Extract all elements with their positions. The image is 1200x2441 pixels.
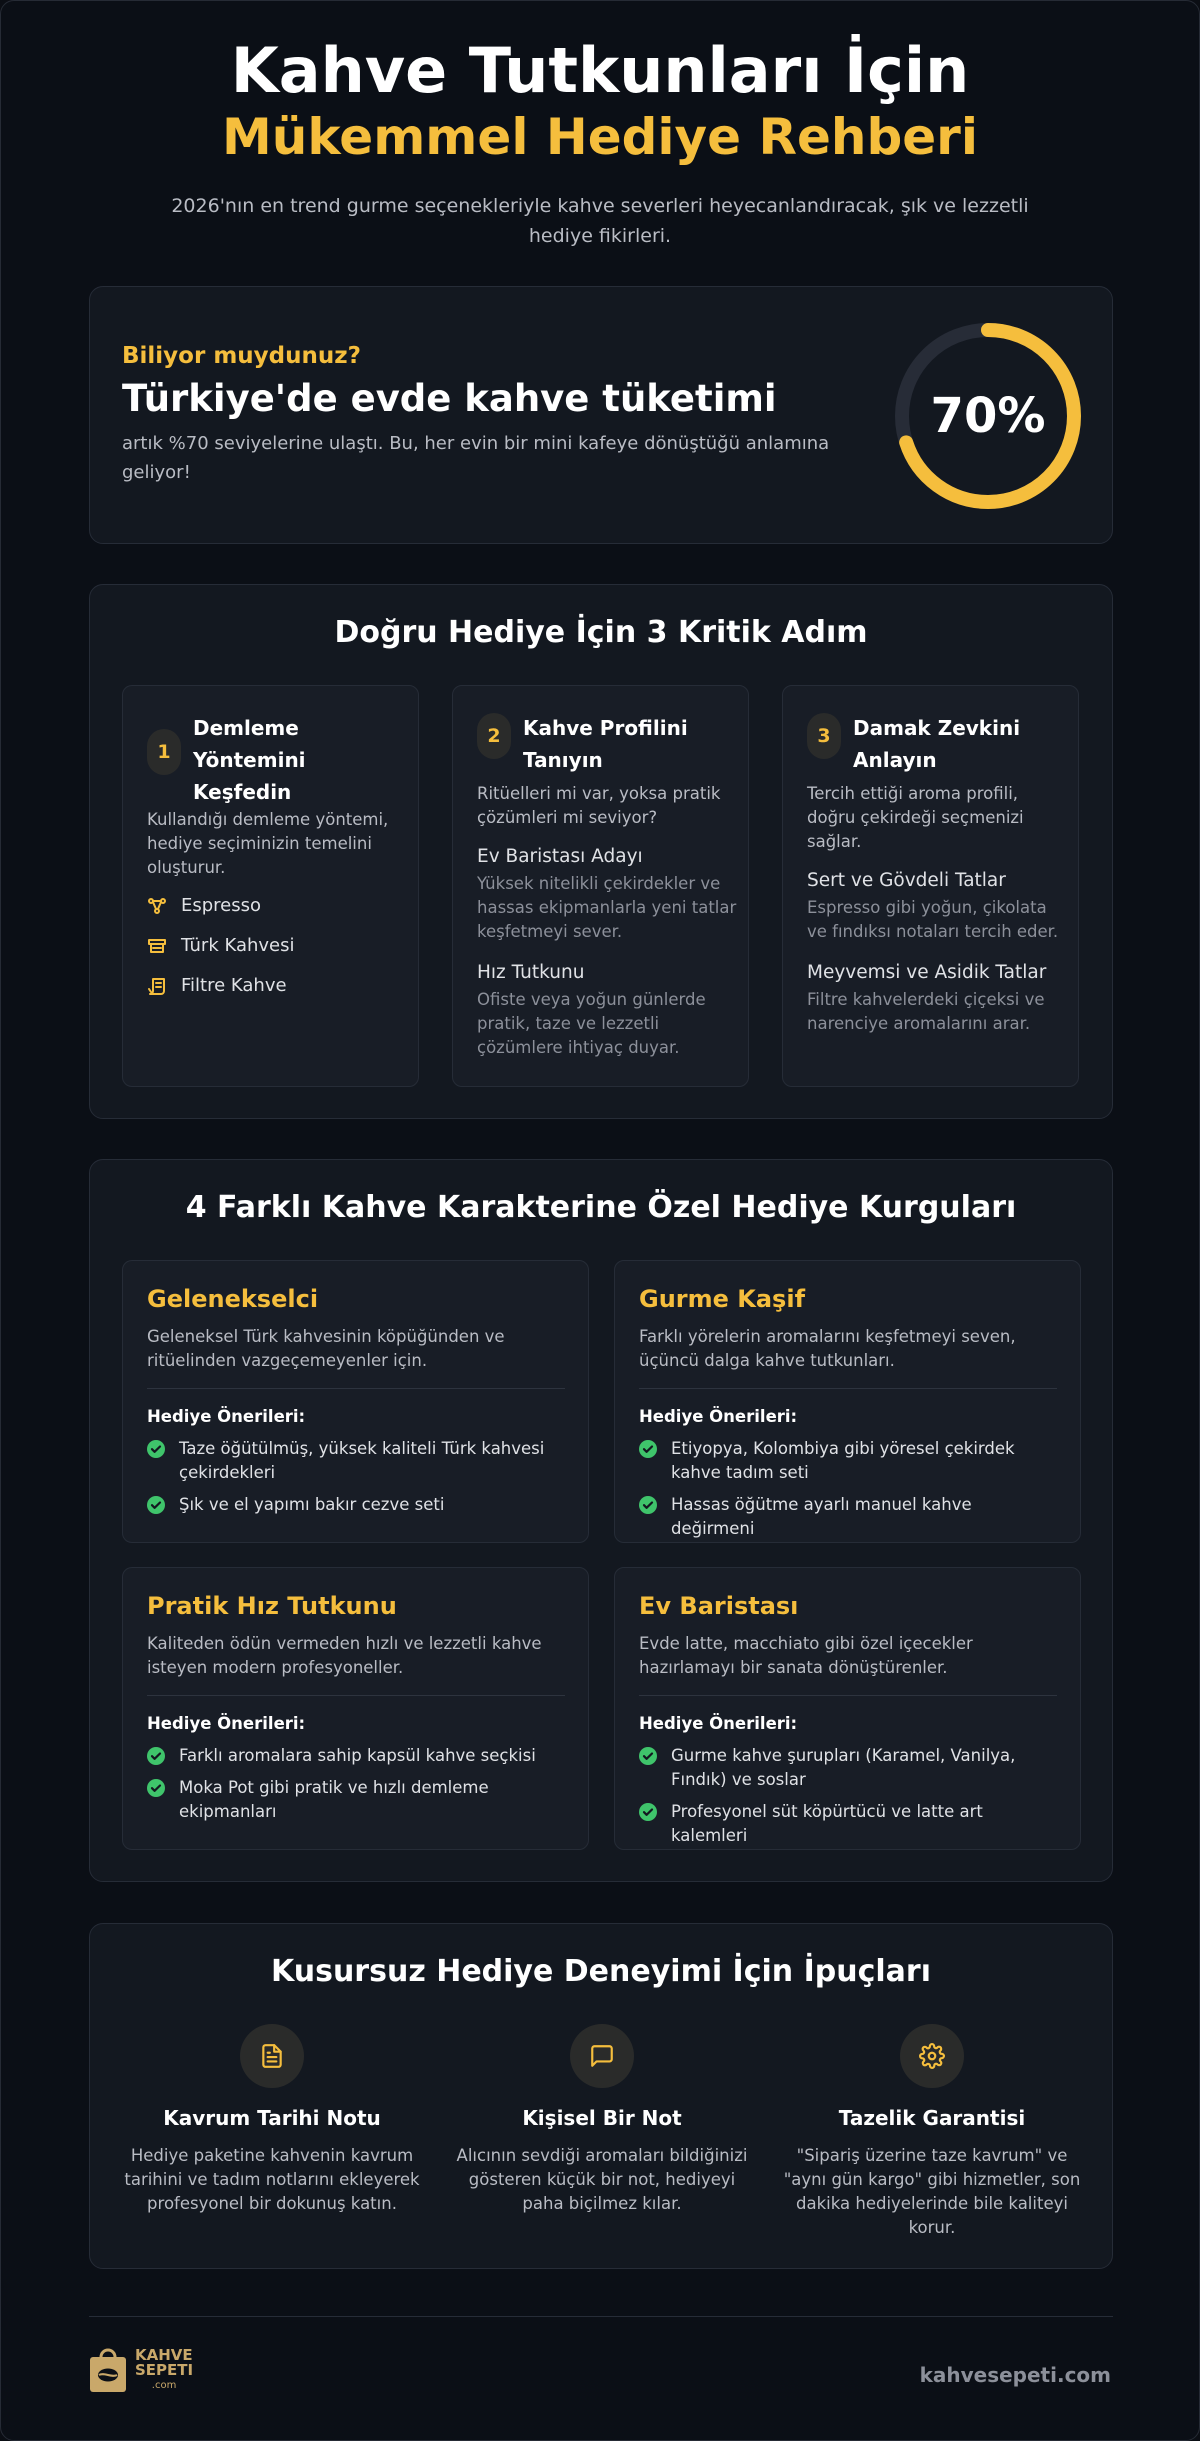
logo-wordmark: [135, 2345, 194, 2393]
method-filter: [147, 975, 287, 996]
step-number-1: 1: [147, 729, 181, 775]
tip-icon-badge: [240, 2024, 304, 2088]
persona-card-1: [122, 1260, 589, 1543]
gift-item: [639, 1744, 1059, 1792]
method-turkish: [147, 935, 295, 956]
persona-name: Pratik Hız Tutkunu: [147, 1592, 397, 1620]
persona-name: Gelenekselci: [147, 1285, 319, 1313]
tip-title: Kişisel Bir Not: [522, 2106, 682, 2130]
method-label: Filtre Kahve: [181, 975, 287, 996]
chat-bubble-icon: [589, 2043, 615, 2069]
gift-item: [147, 1493, 567, 1517]
tip-card-2: [452, 2024, 752, 2216]
tip-icon-badge: [900, 2024, 964, 2088]
step-card-2: [452, 685, 749, 1087]
step-title-2: Kahve Profilini Tanıyın: [523, 716, 688, 772]
persona-desc: Farklı yörelerin aromalarını keşfetmeyi seven, üçüncü dalga kahve tutkunları.: [639, 1327, 1016, 1370]
tips-title: Kusursuz Hediye Deneyimi İçin İpuçları: [271, 1954, 931, 1989]
step-desc-3: Tercih ettiği aroma profili, doğru çekirdeği seçmenizi sağlar.: [807, 784, 1024, 851]
site-link[interactable]: kahvesepeti.com: [919, 2363, 1111, 2387]
persona-desc: Geleneksel Türk kahvesinin köpüğünden ve ritüelinden vazgeçemeyenler için.: [147, 1327, 505, 1370]
steps-section: [89, 584, 1113, 1119]
check-icon: [147, 1496, 165, 1514]
profile-text: Espresso gibi yoğun, çikolata ve fındıksı notaları tercih eder.: [807, 898, 1059, 941]
tip-icon-badge: [570, 2024, 634, 2088]
step-desc-2: Ritüelleri mi var, yoksa pratik çözümleri mi seviyor?: [477, 784, 721, 827]
hero-section: [1, 1, 1199, 251]
tips-section: [89, 1923, 1113, 2269]
tip-text: Hediye paketine kahvenin kavrum tarihini ve tadım notlarını ekleyerek profesyonel bir dokunuş katın.: [124, 2146, 420, 2213]
gifts-heading: Hediye Önerileri:: [639, 1407, 798, 1426]
gift-text: Şık ve el yapımı bakır cezve seti: [179, 1495, 445, 1514]
hero-intro: 2026'nın en trend gurme seçenekleriyle kahve severleri heyecanlandıracak, şık ve lezzetli hediye fikirleri.: [171, 195, 1029, 247]
divider: [639, 1695, 1057, 1696]
logo-line-1: KAHVE: [135, 2345, 193, 2364]
shopping-bag-icon: [89, 2347, 127, 2393]
check-icon: [147, 1440, 165, 1458]
check-icon: [639, 1803, 657, 1821]
hero-title: Kahve Tutkunları İçin: [230, 34, 970, 107]
persona-desc: Evde latte, macchiato gibi özel içecekler hazırlamayı bir sanata dönüştürenler.: [639, 1634, 973, 1677]
check-icon: [147, 1747, 165, 1765]
profile-text: Filtre kahvelerdeki çiçeksi ve narenciye aromalarını arar.: [807, 990, 1045, 1033]
profile-heading: Ev Baristası Adayı: [477, 846, 643, 867]
step-card-3: [782, 685, 1079, 1087]
gift-item: [147, 1437, 567, 1485]
persona-card-3: [122, 1567, 589, 1850]
step-title-3: Damak Zevkini Anlayın: [853, 716, 1021, 772]
step-number-2: 2: [477, 713, 511, 759]
hero-subtitle: Mükemmel Hediye Rehberi: [222, 108, 978, 166]
gift-item: [639, 1800, 1059, 1848]
gift-text: Hassas öğütme ayarlı manuel kahve değirmeni: [671, 1495, 972, 1538]
gift-item: [639, 1437, 1059, 1485]
divider: [147, 1388, 565, 1389]
persona-name: Gurme Kaşif: [639, 1285, 806, 1313]
check-icon: [639, 1440, 657, 1458]
step-card-1: [122, 685, 419, 1087]
persona-card-2: [614, 1260, 1081, 1543]
method-espresso: [147, 895, 261, 916]
tip-card-1: [122, 2024, 422, 2216]
persona-name: Ev Baristası: [639, 1592, 799, 1620]
gift-text: Etiyopya, Kolombiya gibi yöresel çekirdek kahve tadım seti: [671, 1439, 1015, 1482]
persona-desc: Kaliteden ödün vermeden hızlı ve lezzetli kahve isteyen modern profesyoneller.: [147, 1634, 542, 1677]
fact-kicker: Biliyor muydunuz?: [122, 343, 361, 369]
document-icon: [259, 2043, 285, 2069]
profile-heading: Hız Tutkunu: [477, 962, 585, 983]
personas-section: [89, 1159, 1113, 1882]
method-label: Espresso: [181, 895, 262, 916]
gifts-heading: Hediye Önerileri:: [639, 1714, 798, 1733]
step-desc-1: Kullandığı demleme yöntemi, hediye seçiminizin temelini oluşturur.: [147, 810, 389, 877]
profile-text: Yüksek nitelikli çekirdekler ve hassas ekipmanlarla yeni tatlar keşfetmeyi sever.: [477, 874, 737, 941]
step-title-1: Demleme Yöntemini Keşfedin: [193, 716, 306, 804]
gift-item: [639, 1493, 1059, 1541]
tip-title: Kavrum Tarihi Notu: [163, 2106, 381, 2130]
profile-heading: Sert ve Gövdeli Tatlar: [807, 870, 1006, 891]
gear-icon: [919, 2043, 945, 2069]
steps-title: Doğru Hediye İçin 3 Kritik Adım: [334, 615, 868, 650]
tip-text: Alıcının sevdiği aromaları bildiğinizi gösteren küçük bir not, hediyeyi paha biçilmez kılar.: [456, 2146, 748, 2213]
divider: [147, 1695, 565, 1696]
logo-line-2: SEPETI: [135, 2360, 194, 2379]
footer-divider: [89, 2316, 1113, 2317]
fact-text: artık %70 seviyelerine ulaştı. Bu, her evin bir mini kafeye dönüştüğü anlamına geliyor!: [122, 433, 830, 483]
personas-title: 4 Farklı Kahve Karakterine Özel Hediye Kurguları: [185, 1190, 1017, 1225]
cezve-icon: [147, 936, 167, 956]
gift-item: [147, 1776, 567, 1824]
filter-coffee-icon: [147, 976, 167, 996]
check-icon: [639, 1496, 657, 1514]
gifts-heading: Hediye Önerileri:: [147, 1714, 306, 1733]
profile-text: Ofiste veya yoğun günlerde pratik, taze ve lezzetli çözümlere ihtiyaç duyar.: [477, 990, 706, 1057]
divider: [639, 1388, 1057, 1389]
percent-label: 70%: [930, 388, 1046, 444]
step-number-3: 3: [807, 713, 841, 759]
logo-sub: .com: [151, 2379, 177, 2391]
persona-card-4: [614, 1567, 1081, 1850]
gift-text: Taze öğütülmüş, yüksek kaliteli Türk kahvesi çekirdekleri: [179, 1439, 545, 1482]
tip-text: "Sipariş üzerine taze kavrum" ve "aynı gün kargo" gibi hizmetler, son dakika hediyelerinde bile kaliteyi korur.: [783, 2146, 1081, 2237]
espresso-icon: [147, 896, 167, 916]
brand-logo[interactable]: [89, 2347, 193, 2393]
fact-card: [89, 286, 1113, 544]
gifts-heading: Hediye Önerileri:: [147, 1407, 306, 1426]
gift-item: [147, 1744, 567, 1768]
tip-card-3: [782, 2024, 1082, 2240]
profile-heading: Meyvemsi ve Asidik Tatlar: [807, 962, 1047, 983]
gift-text: Gurme kahve şurupları (Karamel, Vanilya, Fındık) ve soslar: [671, 1746, 1016, 1789]
gift-text: Profesyonel süt köpürtücü ve latte art kalemleri: [671, 1802, 983, 1845]
method-label: Türk Kahvesi: [181, 935, 295, 956]
tip-title: Tazelik Garantisi: [838, 2106, 1026, 2130]
gift-text: Farklı aromalara sahip kapsül kahve seçkisi: [179, 1746, 536, 1765]
check-icon: [147, 1779, 165, 1797]
gift-text: Moka Pot gibi pratik ve hızlı demleme ekipmanları: [179, 1778, 489, 1821]
check-icon: [639, 1747, 657, 1765]
fact-headline: Türkiye'de evde kahve tüketimi: [122, 377, 777, 420]
